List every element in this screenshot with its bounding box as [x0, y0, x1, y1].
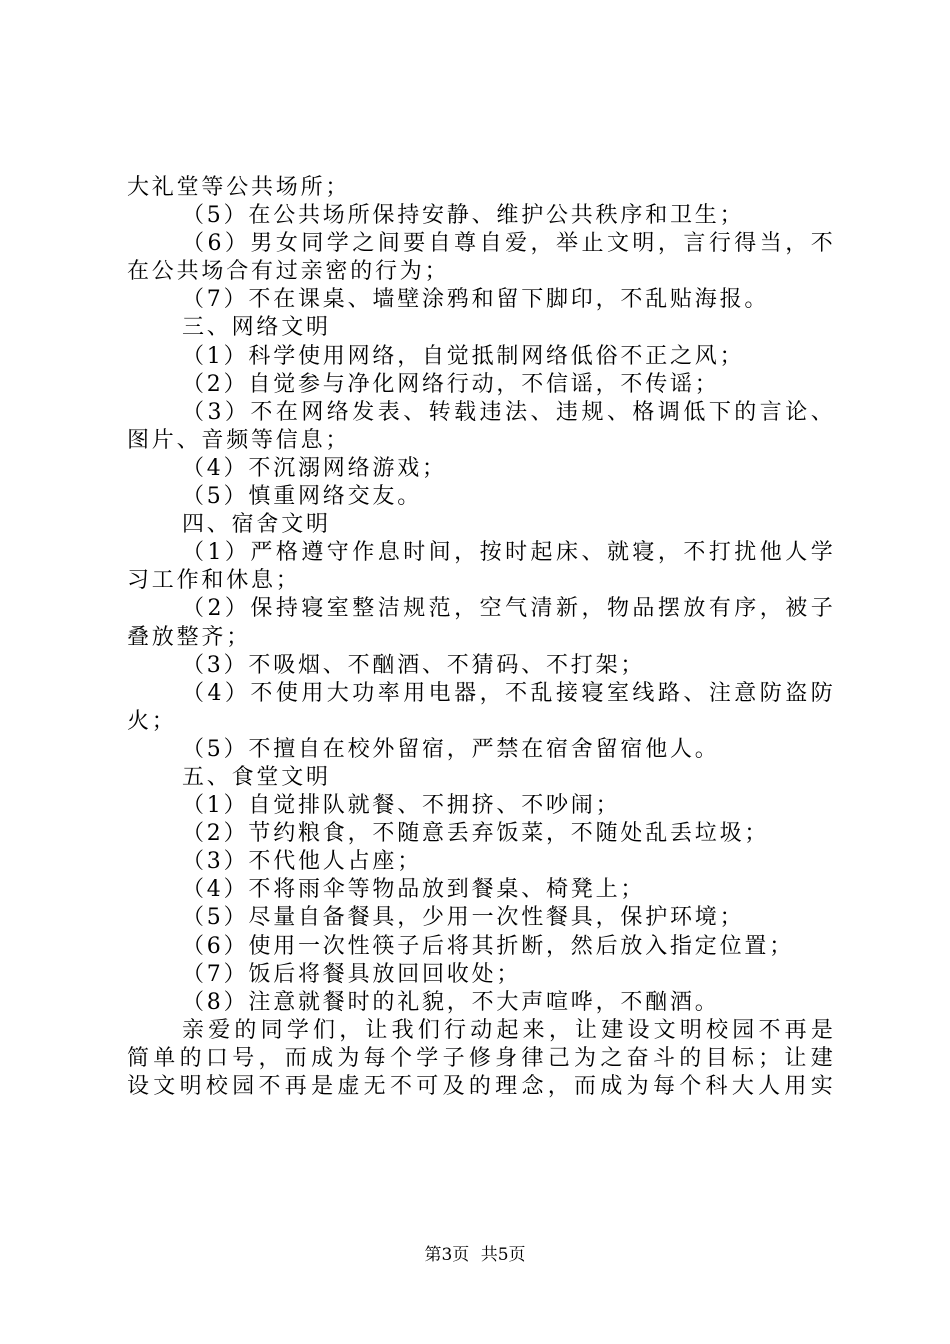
- text-line: （1）科学使用网络，自觉抵制网络低俗不正之风；: [182, 343, 745, 369]
- text-line: 火；: [127, 708, 177, 734]
- text-line: （7）不在课桌、墙壁涂鸦和留下脚印，不乱贴海报。: [182, 287, 770, 313]
- page-total: 共5页: [480, 1245, 526, 1265]
- text-line: 设 文 明 校 园 不 再 是 虚 无 不 可 及 的 理 念 ， 而 成 为 每 个 科 大 人 用 实: [127, 1074, 833, 1099]
- text-line: （ 1 ） 严 格 遵 守 作 息 时 间 ， 按 时 起 床 、 就 寝 ， 不 打 扰 他 人 学: [182, 540, 833, 566]
- text-line: 简 单 的 口 号 ， 而 成 为 每 个 学 子 修 身 律 己 为 之 奋 斗 的 目 标 ； 让 建: [127, 1045, 833, 1071]
- text-line: （3）不代他人占座；: [182, 849, 422, 875]
- text-line: （5）在公共场所保持安静、维护公共秩序和卫生；: [182, 203, 745, 229]
- text-line: （7）饭后将餐具放回回收处；: [182, 961, 522, 987]
- text-line: 习工作和休息；: [127, 568, 301, 594]
- text-line: （2）节约粮食，不随意丢弃饭菜，不随处乱丢垃圾；: [182, 821, 770, 847]
- text-line: 图片、音频等信息；: [127, 427, 351, 453]
- text-line: （6）使用一次性筷子后将其折断，然后放入指定位置；: [182, 933, 794, 959]
- text-line: 在公共场合有过亲密的行为；: [127, 259, 450, 285]
- text-line: （ 4 ） 不 使 用 大 功 率 用 电 器 ， 不 乱 接 寝 室 线 路 、 注 意 防 盗 防: [182, 680, 833, 706]
- document-body: [127, 174, 833, 1101]
- text-line: （4）不将雨伞等物品放到餐桌、椅凳上；: [182, 877, 646, 903]
- text-line: 三、网络文明: [182, 315, 331, 341]
- page-footer: [0, 1240, 950, 1265]
- text-line: （3）不吸烟、不酗酒、不猜码、不打架；: [182, 652, 646, 678]
- text-line: （2）自觉参与净化网络行动，不信谣，不传谣；: [182, 371, 720, 397]
- text-line: 大礼堂等公共场所；: [127, 175, 351, 200]
- text-line: 四、宿舍文明: [182, 512, 331, 538]
- text-line: （ 3 ） 不 在 网 络 发 表 、 转 载 违 法 、 违 规 、 格 调 低 下 的 言 论 、: [182, 399, 833, 425]
- text-line: （5）尽量自备餐具，少用一次性餐具，保护环境；: [182, 905, 745, 931]
- text-line: 叠放整齐；: [127, 624, 252, 650]
- text-line: （1）自觉排队就餐、不拥挤、不吵闹；: [182, 793, 621, 819]
- text-line: 五、食堂文明: [182, 764, 331, 790]
- text-line: （5）慎重网络交友。: [182, 484, 422, 510]
- page-number: 第3页: [424, 1245, 470, 1265]
- text-line: 亲 爱 的 同 学 们 ， 让 我 们 行 动 起 来 ， 让 建 设 文 明 校 园 不 再 是: [182, 1017, 833, 1043]
- text-line: （5）不擅自在校外留宿，严禁在宿舍留宿他人。: [182, 736, 720, 762]
- text-line: （8）注意就餐时的礼貌，不大声喧哗，不酗酒。: [182, 989, 720, 1015]
- text-line: （ 2 ） 保 持 寝 室 整 洁 规 范 ， 空 气 清 新 ， 物 品 摆 放 有 序 ， 被 子: [182, 596, 833, 622]
- text-line: （ 6 ） 男 女 同 学 之 间 要 自 尊 自 爱 ， 举 止 文 明 ， 言 行 得 当 ， 不: [182, 231, 833, 257]
- text-line: （4）不沉溺网络游戏；: [182, 455, 447, 481]
